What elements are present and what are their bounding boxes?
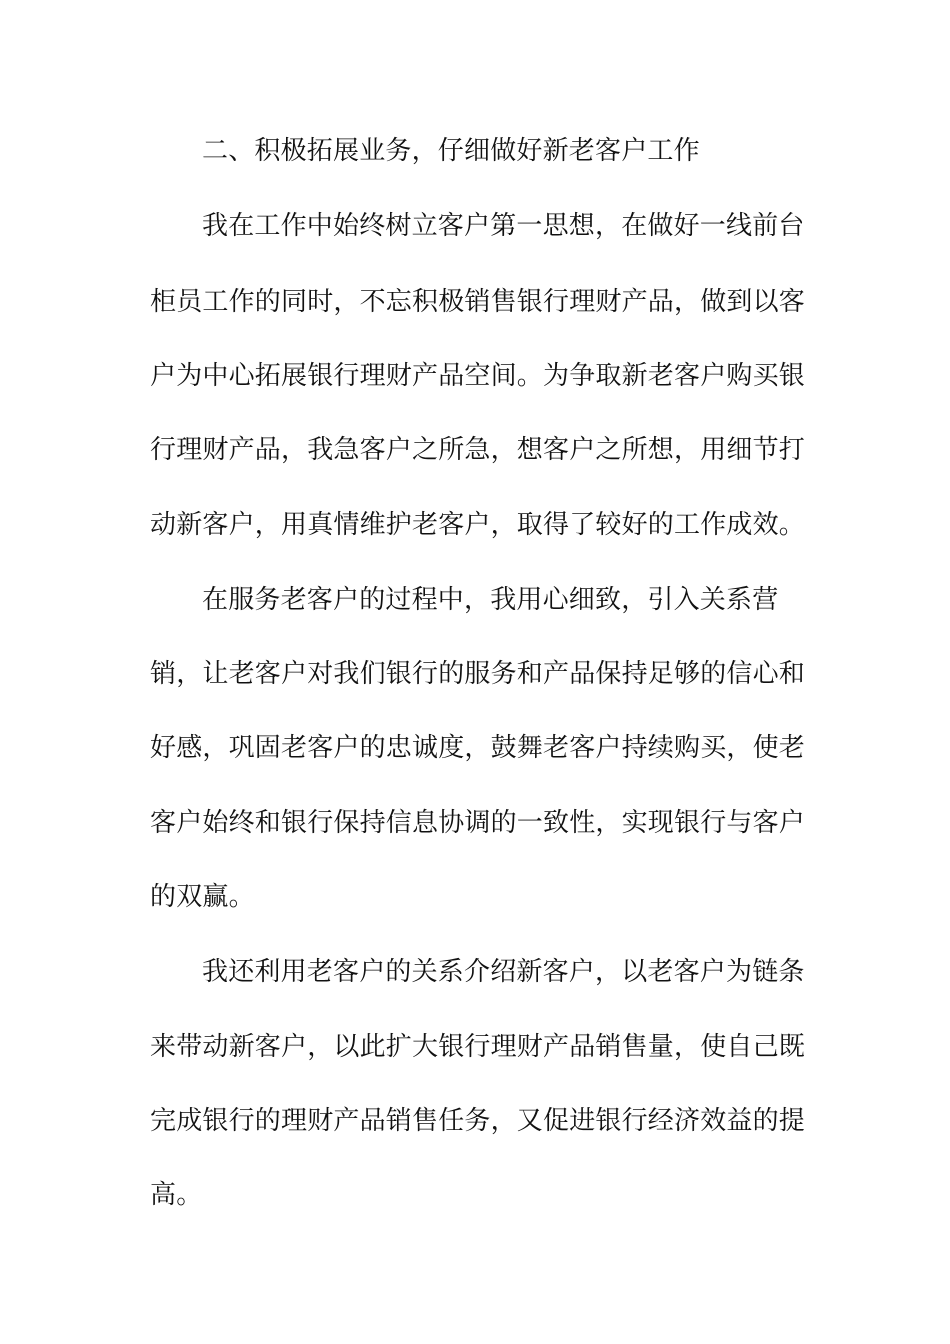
paragraph-2-line-4: 客户始终和银行保持信息协调的一致性，实现银行与客户 (150, 808, 806, 838)
section-heading: 二、积极拓展业务，仔细做好新老客户工作 (202, 136, 700, 166)
paragraph-2-line-5: 的双赢。 (150, 882, 255, 912)
paragraph-1-line-2: 柜员工作的同时，不忘积极销售银行理财产品，做到以客 (150, 287, 806, 317)
paragraph-1-line-4: 行理财产品，我急客户之所急，想客户之所想，用细节打 (150, 435, 806, 465)
paragraph-1-line-1: 我在工作中始终树立客户第一思想，在做好一线前台 (202, 211, 805, 241)
paragraph-3-line-3: 完成银行的理财产品销售任务，又促进银行经济效益的提 (150, 1106, 806, 1136)
paragraph-3-line-1: 我还利用老客户的关系介绍新客户，以老客户为链条 (202, 957, 805, 987)
paragraph-2-line-1: 在服务老客户的过程中，我用心细致，引入关系营 (202, 585, 779, 615)
paragraph-3-line-4: 高。 (150, 1180, 203, 1210)
paragraph-1-line-5: 动新客户，用真情维护老客户，取得了较好的工作成效。 (150, 510, 806, 540)
paragraph-1-line-3: 户为中心拓展银行理财产品空间。为争取新老客户购买银 (150, 361, 806, 391)
paragraph-2-line-2: 销，让老客户对我们银行的服务和产品保持足够的信心和 (150, 659, 806, 689)
paragraph-3-line-2: 来带动新客户，以此扩大银行理财产品销售量，使自己既 (150, 1032, 806, 1062)
paragraph-2-line-3: 好感，巩固老客户的忠诚度，鼓舞老客户持续购买，使老 (150, 733, 806, 763)
